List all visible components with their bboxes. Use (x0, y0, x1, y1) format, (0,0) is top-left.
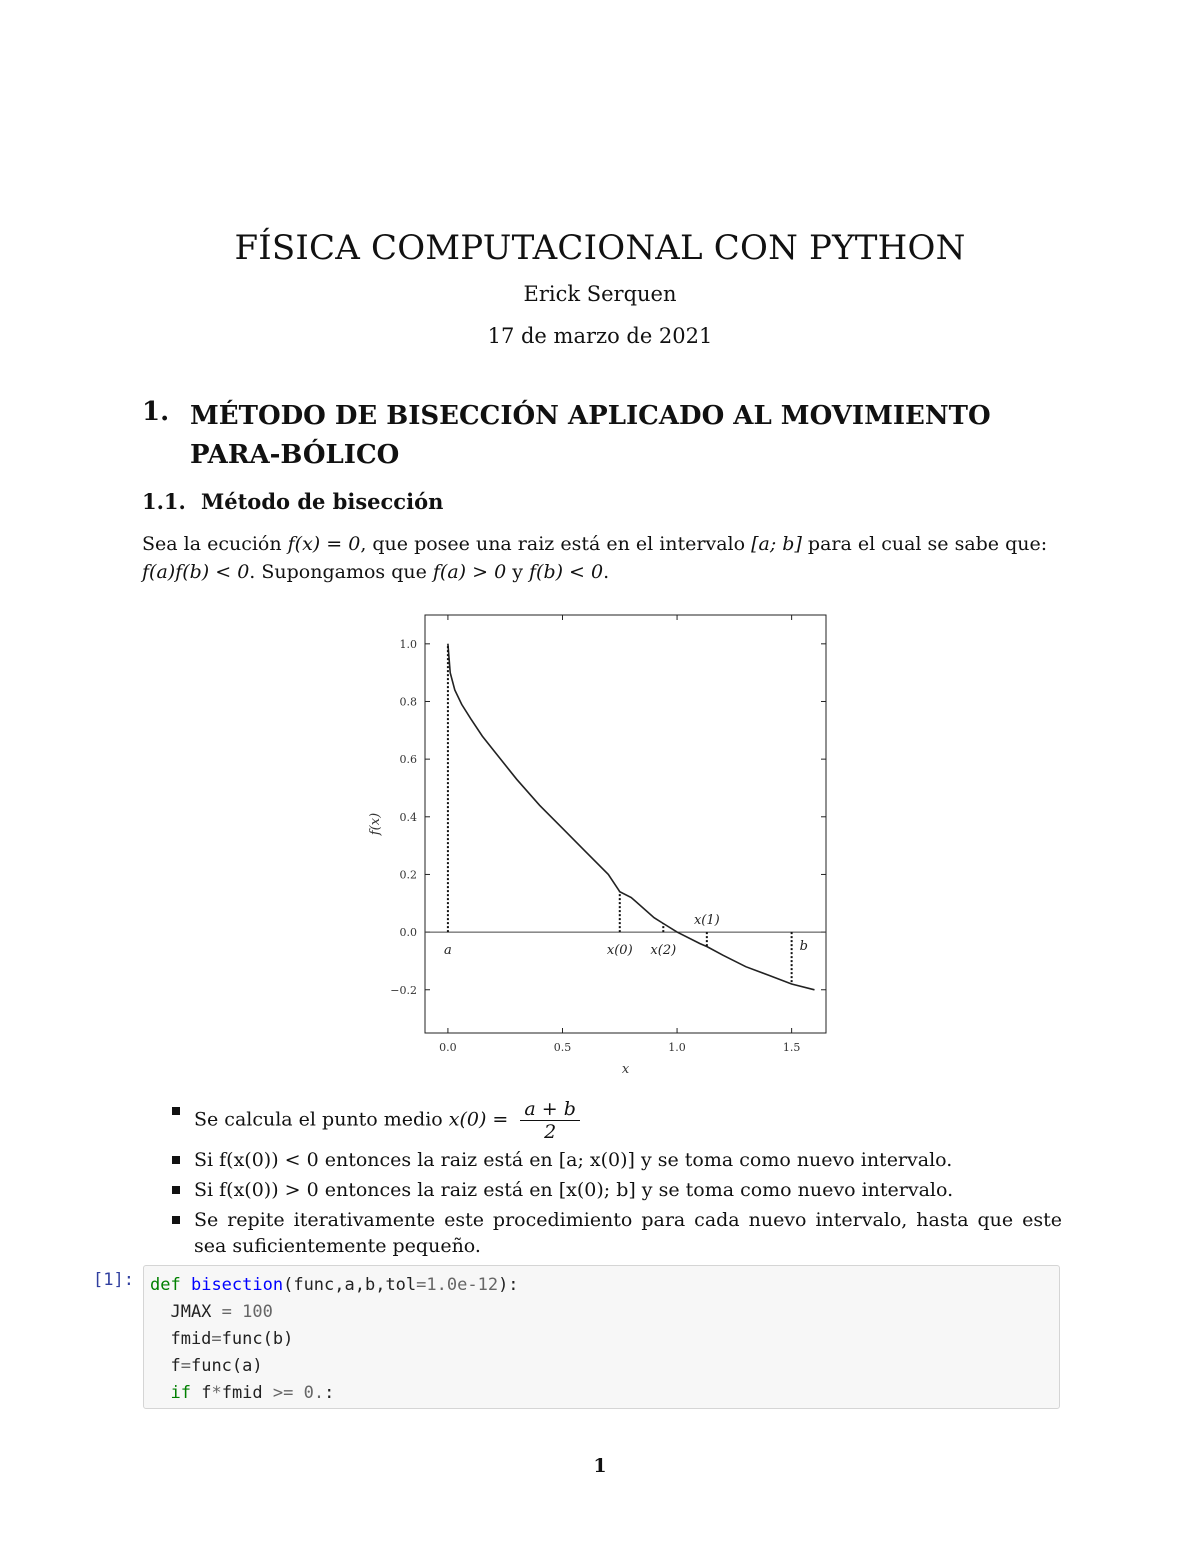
paragraph-text: . (603, 561, 610, 583)
function-curve (448, 644, 815, 990)
marker-label: b (799, 939, 808, 955)
code-editor[interactable] (144, 1266, 1059, 1407)
list-item (172, 1098, 1062, 1143)
paragraph-math: f(b) < 0 (529, 561, 604, 583)
bullet-marker (172, 1156, 180, 1164)
x-tick-label: 0.5 (553, 1041, 572, 1054)
document-date: 17 de marzo de 2021 (487, 324, 713, 348)
y-tick-label: 0.2 (399, 868, 417, 882)
fraction-denominator: 2 (544, 1121, 557, 1143)
bullet-text: Si f(x(0)) > 0 entonces la raiz está en [x(0); b] y se toma como nuevo intervalo. (194, 1179, 954, 1201)
marker-label: x(0) (606, 943, 633, 959)
document-author: Erick Serquen (523, 282, 677, 306)
bisection-chart (360, 605, 840, 1075)
list-item (172, 1147, 1062, 1173)
bullet-marker (172, 1216, 180, 1224)
marker-label: x(1) (693, 913, 720, 929)
plot-frame (425, 615, 826, 1033)
bullet-list (172, 1098, 1062, 1263)
bullet-text: Se calcula el punto medio (194, 1108, 449, 1131)
page-number: 1 (593, 1455, 607, 1477)
document-title: FÍSICA COMPUTACIONAL CON PYTHON (234, 228, 966, 268)
section-title: MÉTODO DE BISECCIÓN APLICADO AL MOVIMIENTO PARA-BÓLICO (190, 401, 991, 470)
y-tick-label: 0.6 (399, 753, 417, 767)
code-line: JMAX = 100 (150, 1302, 273, 1322)
list-item (172, 1177, 1062, 1203)
marker-label: x(2) (650, 943, 677, 959)
paragraph-line-1 (142, 533, 1062, 555)
code-line: def bisection(func,a,b,tol=1.0e-12): (150, 1275, 519, 1295)
y-tick-label: 0.0 (399, 926, 417, 940)
x-tick-label: 1.5 (782, 1041, 801, 1054)
section-number: 1. (142, 397, 170, 427)
paragraph-text: Sea la ecución (142, 533, 288, 555)
code-line: f=func(a) (150, 1356, 263, 1376)
paragraph-text: . Supongamos que (249, 561, 433, 583)
paragraph-math: [a; b] (751, 533, 802, 555)
code-cell[interactable] (143, 1265, 1060, 1409)
bullet-marker (172, 1107, 180, 1115)
paragraph-text: y (506, 561, 529, 583)
y-tick-label: 1.0 (399, 637, 417, 651)
paragraph-text: , que posee una raiz está en el intervalo (360, 533, 752, 555)
code-line: if f*fmid >= 0.: (170, 1383, 335, 1403)
y-tick-label: 0.4 (399, 810, 417, 824)
y-tick-label: −0.2 (390, 983, 417, 997)
bullet-math: x(0) = (448, 1108, 509, 1131)
x-axis-label: x (621, 1062, 630, 1075)
marker-label: a (444, 943, 452, 959)
bullet-text: Si f(x(0)) < 0 entonces la raiz está en [a; x(0)] y se toma como nuevo intervalo. (194, 1149, 953, 1171)
paragraph-text: para el cual se sabe que: (801, 533, 1048, 555)
subsection-number: 1.1. (142, 489, 186, 514)
bullet-marker (172, 1186, 180, 1194)
paragraph-line-2 (142, 561, 1062, 583)
x-tick-label: 0.0 (439, 1041, 457, 1054)
paragraph-math: f(a) > 0 (432, 561, 507, 583)
fraction (520, 1098, 580, 1143)
code-cell-prompt: [1]: (93, 1270, 134, 1290)
paragraph-math: f(x) = 0 (287, 533, 361, 555)
code-line: fmid=func(b) (150, 1329, 294, 1349)
paragraph-math: f(a)f(b) < 0 (142, 561, 250, 583)
y-axis-label: f(x) (368, 812, 383, 836)
fraction-numerator: a + b (520, 1098, 580, 1121)
x-tick-label: 1.0 (668, 1041, 686, 1054)
list-item (172, 1207, 1062, 1259)
subsection-title: Método de bisección (201, 489, 444, 514)
bullet-text: Se repite iterativamente este procedimiento para cada nuevo intervalo, hasta que este sea suficientemente pequeño. (194, 1209, 1062, 1257)
y-tick-label: 0.8 (399, 695, 417, 709)
